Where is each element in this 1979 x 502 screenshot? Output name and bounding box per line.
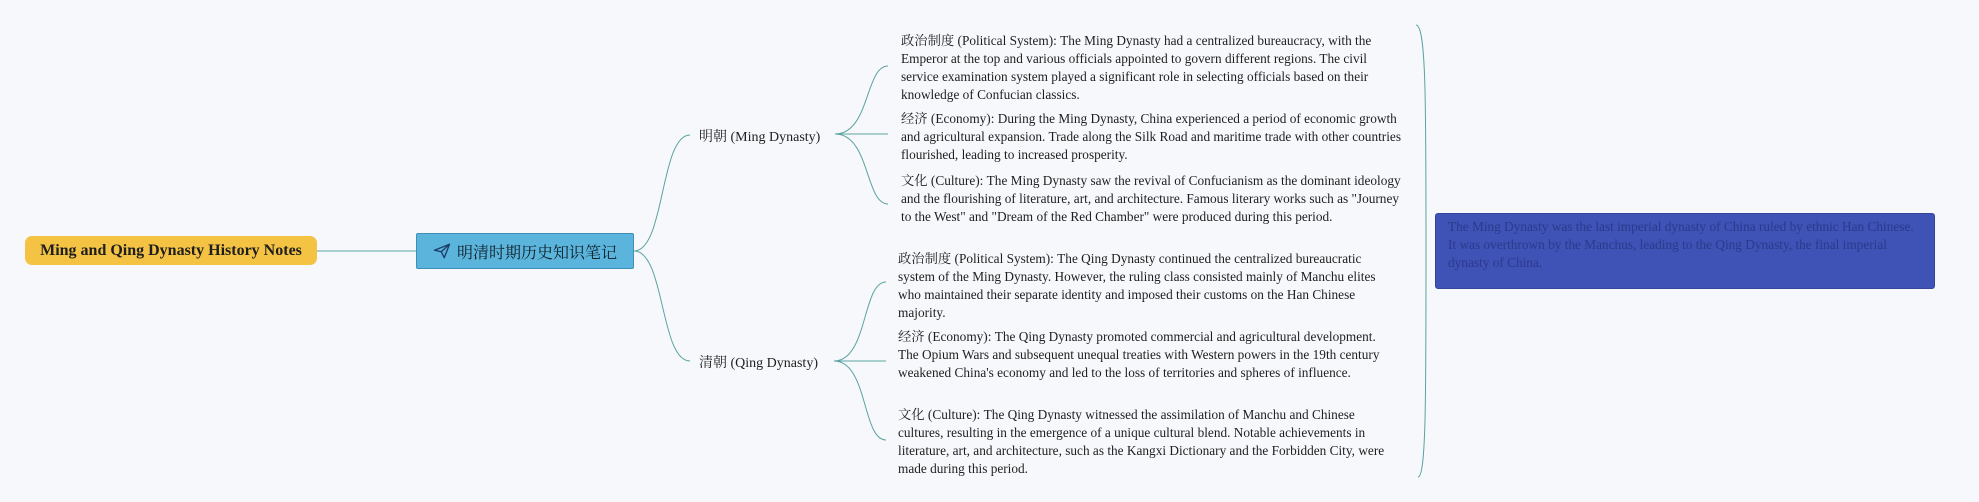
ming-to-culture-link [835, 134, 888, 204]
summary-brace [1416, 25, 1426, 477]
ming-politics-text: 政治制度 (Political System): The Ming Dynasty had a centralized bureaucracy, with the Emperor at the top and various officials appointed to govern different regions. The civil service examination system played a significant role in selecting officials based on their knowledge of Confucian classics. [901, 33, 1372, 102]
summary-node[interactable] [1435, 213, 1935, 289]
qing-to-politics-link [834, 282, 886, 361]
qing-politics-text: 政治制度 (Political System): The Qing Dynasty continued the centralized bureaucratic system of the Ming Dynasty. However, the ruling class consisted mainly of Manchu elites who maintained their separate identity and imposed their customs on the Han Chinese majority. [898, 251, 1376, 320]
ming-culture-item[interactable] [901, 172, 1401, 230]
ming-to-politics-link [835, 66, 888, 134]
ming-politics-item[interactable] [901, 32, 1401, 102]
qing-culture-text: 文化 (Culture): The Qing Dynasty witnessed the assimilation of Manchu and Chinese cultures, resulting in the emergence of a unique cultural blend. Notable achievements in literature, art, and architecture, such as the Kangxi Dictionary and the Forbidden City, were made during this period. [898, 407, 1385, 476]
main-to-qing-link [634, 251, 690, 361]
qing-politics-item[interactable] [898, 250, 1398, 320]
branch-qing-label: 清朝 (Qing Dynasty) [699, 356, 818, 371]
root-label: Ming and Qing Dynasty History Notes [40, 241, 302, 259]
summary-text: The Ming Dynasty was the last imperial dynasty of China ruled by ethnic Han Chinese. It was overthrown by the Manchus, leading to the Qing Dynasty, the final imperial dynasty of China. [1448, 219, 1914, 270]
branch-qing[interactable] [699, 352, 818, 372]
ming-culture-text: 文化 (Culture): The Ming Dynasty saw the revival of Confucianism as the dominant ideology and the flourishing of literature, art, and architecture. Famous literary works such as "Journey to the West" and "Dream of the Red Chamber" were produced during this period. [901, 173, 1401, 224]
main-topic-node[interactable] [416, 233, 634, 269]
paper-plane-icon [433, 242, 451, 260]
branch-ming-label: 明朝 (Ming Dynasty) [699, 130, 821, 145]
ming-economy-text: 经济 (Economy): During the Ming Dynasty, China experienced a period of economic growth and agricultural expansion. Trade along the Silk Road and maritime trade with other countries flourished, leading to increased prosperity. [901, 111, 1401, 162]
qing-economy-text: 经济 (Economy): The Qing Dynasty promoted commercial and agricultural development. The Opium Wars and subsequent unequal treaties with Western powers in the 19th century weakened China's economy and led to the loss of territories and spheres of influence. [898, 329, 1380, 380]
root-node[interactable] [25, 236, 317, 265]
ming-economy-item[interactable] [901, 110, 1401, 162]
qing-culture-item[interactable] [898, 406, 1398, 476]
qing-economy-item[interactable] [898, 328, 1398, 386]
qing-to-culture-link [834, 361, 886, 440]
main-topic-label: 明清时期历史知识笔记 [456, 244, 617, 262]
main-to-ming-link [634, 135, 690, 251]
branch-ming[interactable] [699, 126, 820, 146]
